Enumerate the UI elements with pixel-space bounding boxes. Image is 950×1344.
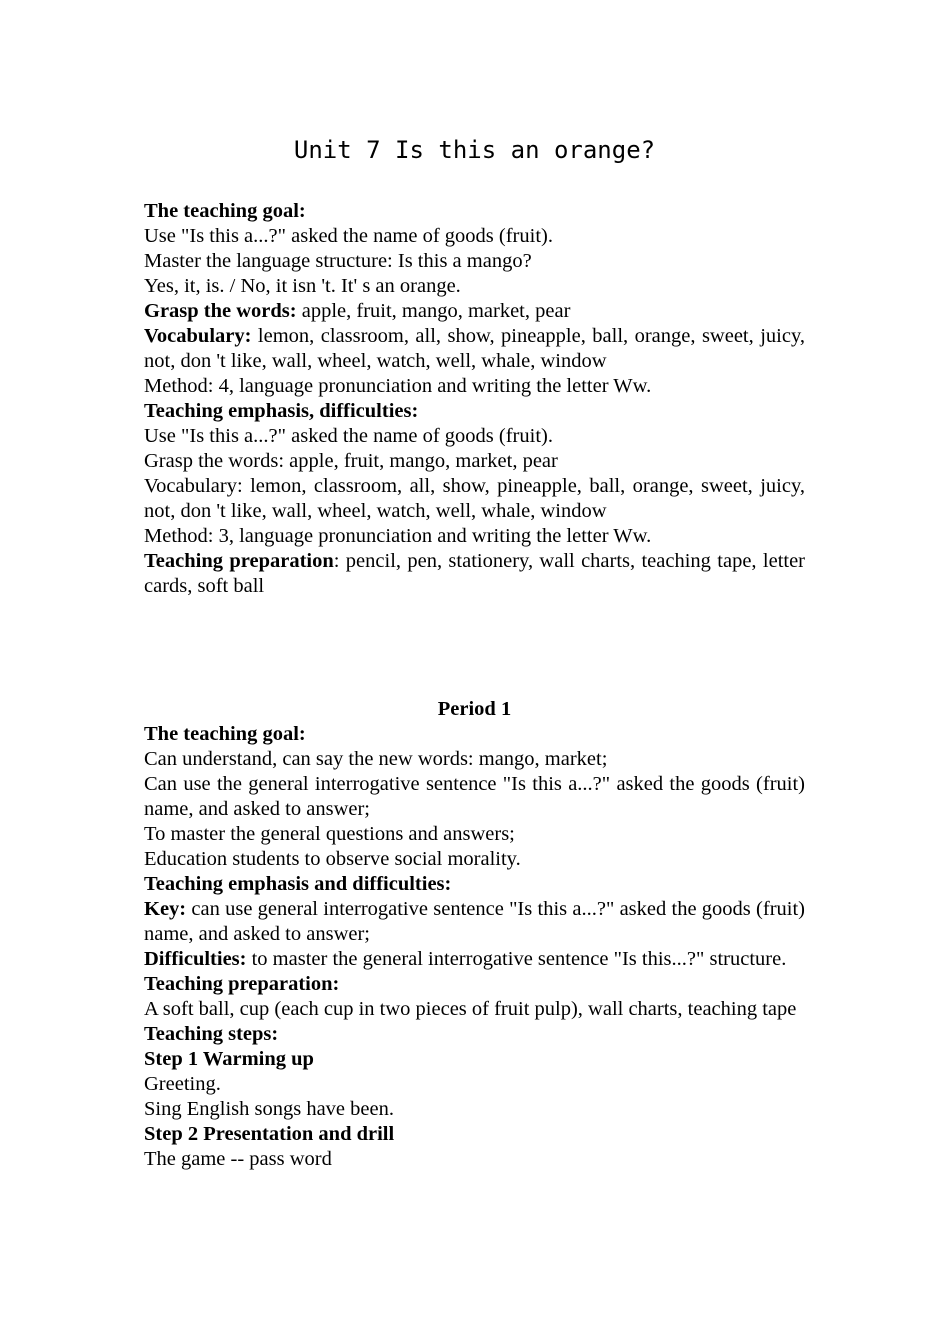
goal-heading: The teaching goal: bbox=[144, 200, 306, 222]
step-2-heading: Step 2 Presentation and drill bbox=[144, 1123, 395, 1145]
key-text: can use general interrogative sentence "Is this a...?" asked the goods (fruit) name, and asked to answer; bbox=[144, 898, 805, 945]
key-line bbox=[144, 897, 805, 947]
preparation-line: A soft ball, cup (each cup in two pieces of fruit pulp), wall charts, teaching tape bbox=[144, 998, 797, 1020]
emphasis-heading: Teaching emphasis and difficulties: bbox=[144, 873, 452, 895]
emphasis-heading: Teaching emphasis, difficulties: bbox=[144, 400, 419, 422]
grasp-words-line bbox=[144, 299, 805, 324]
goal-line: Can understand, can say the new words: mango, market; bbox=[144, 748, 608, 770]
goal-line: Can use the general interrogative sentence "Is this a...?" asked the goods (fruit) name, and asked to answer; bbox=[144, 773, 805, 820]
emphasis-vocabulary-line: Vocabulary: lemon, classroom, all, show, pineapple, ball, orange, sweet, juicy, not, don 't like, wall, wheel, watch, well, whale, window bbox=[144, 475, 805, 522]
goal-line: Yes, it, is. / No, it isn 't. It' s an orange. bbox=[144, 275, 461, 297]
emphasis-line: Grasp the words: apple, fruit, mango, market, pear bbox=[144, 450, 558, 472]
difficulties-line bbox=[144, 947, 805, 972]
step-line: Sing English songs have been. bbox=[144, 1098, 394, 1120]
emphasis-line: Use "Is this a...?" asked the name of goods (fruit). bbox=[144, 425, 553, 447]
period-1-section bbox=[144, 697, 805, 1172]
page-title: Unit 7 Is this an orange? bbox=[293, 136, 656, 164]
goal-line: Master the language structure: Is this a mango? bbox=[144, 250, 532, 272]
method-line: Method: 4, language pronunciation and writing the letter Ww. bbox=[144, 375, 652, 397]
step-line: The game -- pass word bbox=[144, 1148, 332, 1170]
emphasis-method-line: Method: 3, language pronunciation and writing the letter Ww. bbox=[144, 525, 652, 547]
prep-text: : pencil, pen, stationery, wall charts, teaching tape, letter cards, soft ball bbox=[144, 550, 806, 597]
step-line: Greeting. bbox=[144, 1073, 221, 1095]
grasp-text: apple, fruit, mango, market, pear bbox=[296, 300, 571, 322]
preparation-heading: Teaching preparation: bbox=[144, 973, 340, 995]
goal-heading: The teaching goal: bbox=[144, 723, 306, 745]
prep-label: Teaching preparation bbox=[144, 550, 334, 572]
unit-overview-section bbox=[144, 199, 805, 599]
grasp-label: Grasp the words: bbox=[144, 300, 297, 322]
difficulties-label: Difficulties: bbox=[144, 948, 247, 970]
goal-line: Use "Is this a...?" asked the name of goods (fruit). bbox=[144, 225, 553, 247]
preparation-line bbox=[144, 549, 805, 599]
goal-line: Education students to observe social morality. bbox=[144, 848, 521, 870]
difficulties-text: to master the general interrogative sentence "Is this...?" structure. bbox=[246, 948, 787, 970]
goal-line: To master the general questions and answers; bbox=[144, 823, 515, 845]
vocabulary-line bbox=[144, 324, 805, 374]
steps-heading: Teaching steps: bbox=[144, 1023, 279, 1045]
step-1-heading: Step 1 Warming up bbox=[144, 1048, 314, 1070]
key-label: Key: bbox=[144, 898, 187, 920]
vocab-label: Vocabulary: bbox=[144, 325, 252, 347]
period-heading: Period 1 bbox=[437, 698, 512, 720]
vocab-text: lemon, classroom, all, show, pineapple, ball, orange, sweet, juicy, not, don 't like, wall, wheel, watch, well, whale, window bbox=[144, 325, 805, 372]
